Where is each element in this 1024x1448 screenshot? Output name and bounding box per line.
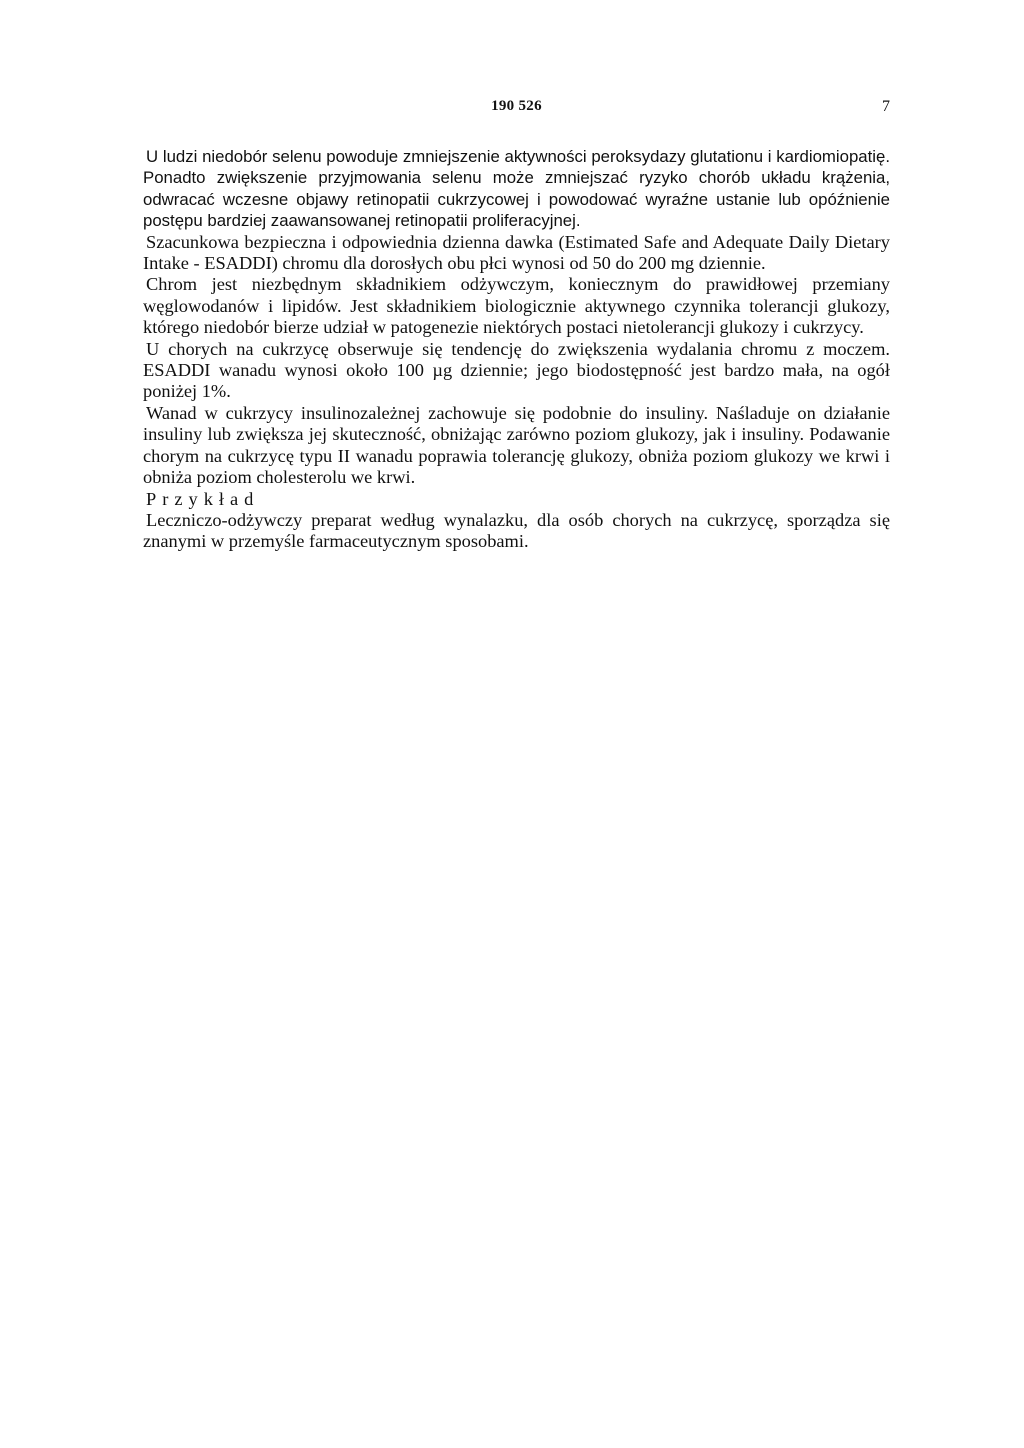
paragraph-vanadium: Wanad w cukrzycy insulinozależnej zachowuje się podobnie do insuliny. Naśladuje on działanie insuliny lub zwiększa jej skuteczność, obniżając zarówno poziom glukozy, jak i insuliny. Podawanie chorym na cukrzycę typu II wanadu poprawia tolerancję glukozy, obniża poziom glukozy we krwi i obniża poziom cholesterolu we krwi.: [143, 402, 890, 488]
patent-number: 190 526: [491, 98, 542, 114]
example-heading: Przykład: [146, 488, 260, 509]
page-number: 7: [882, 98, 890, 115]
paragraph-chromium-excretion: U chorych na cukrzycę obserwuje się tendencję do zwiększenia wydalania chromu z moczem. ESADDI wanadu wynosi około 100 µg dziennie; jego biodostępność jest bardzo mała, na ogół poniżej 1%.: [143, 338, 890, 402]
paragraph-esaddi-chromium: Szacunkowa bezpieczna i odpowiednia dzienna dawka (Estimated Safe and Adequate Daily Dietary Intake - ESADDI) chromu dla dorosłych obu płci wynosi od 50 do 200 mg dziennie.: [143, 231, 890, 274]
document-body: [143, 146, 890, 553]
paragraph-chromium-role: Chrom jest niezbędnym składnikiem odżywczym, koniecznym do prawidłowej przemiany węglowodanów i lipidów. Jest składnikiem biologicznie aktywnego czynnika tolerancji glukozy, którego niedobór bierze udział w patogenezie niektórych postaci nietolerancji glukozy i cukrzycy.: [143, 274, 890, 338]
page-header: [143, 98, 890, 120]
paragraph-example: Leczniczo-odżywczy preparat według wynalazku, dla osób chorych na cukrzycę, sporządza się znanymi w przemyśle farmaceutycznym sposobami.: [143, 509, 890, 552]
paragraph-selenium: U ludzi niedobór selenu powoduje zmniejszenie aktywności peroksydazy glutationu i kardiomiopatię. Ponadto zwiększenie przyjmowania selenu może zmniejszać ryzyko chorób układu krążenia, odwracać wczesne objawy retinopatii cukrzycowej i powodować wyraźne ustanie lub opóźnienie postępu bardziej zaawansowanej retinopatii proliferacyjnej.: [143, 147, 890, 231]
